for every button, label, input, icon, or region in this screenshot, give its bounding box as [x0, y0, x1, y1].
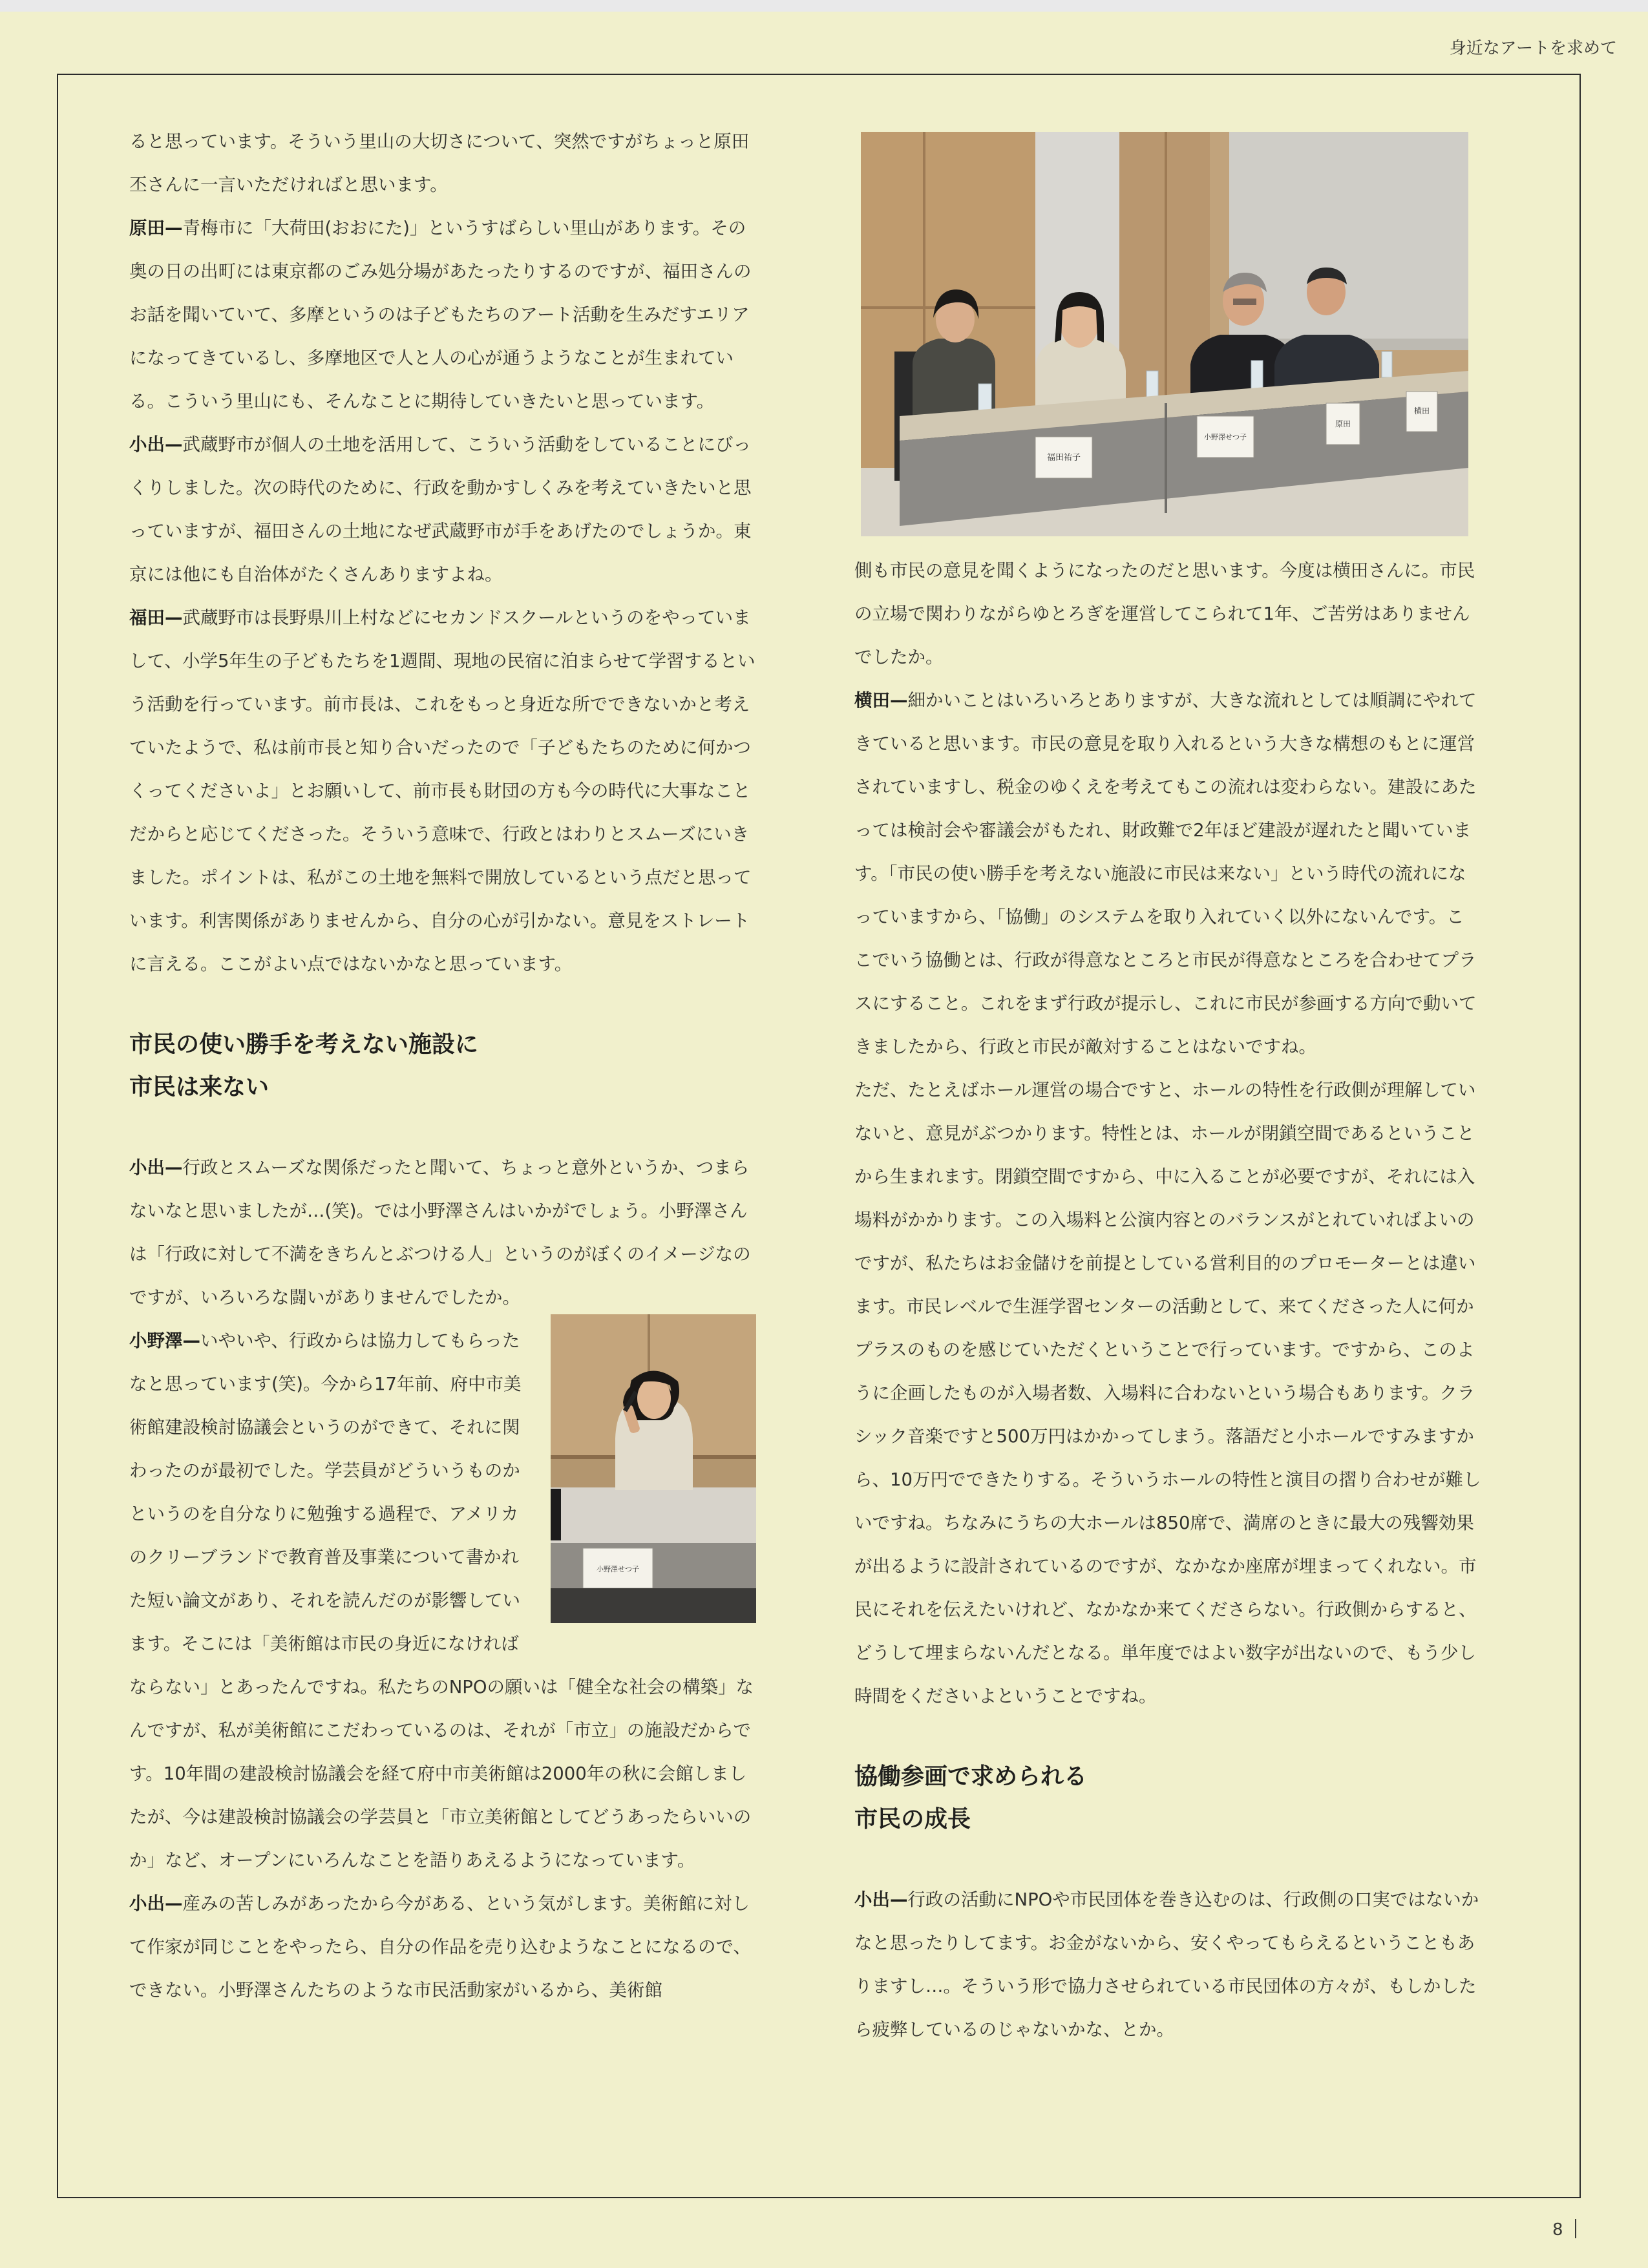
paragraph	[854, 1878, 1481, 2052]
name-placard: 横田	[1413, 406, 1430, 415]
paragraph: ただ、たとえばホール運営の場合ですと、ホールの特性を行政側が理解していないと、意見がぶつかります。特性とは、ホールが閉鎖空間であるということから生まれます。閉鎖空間ですから、中に入ることが必要ですが、それには入場料がかかります。この入場料と公演内容とのバランスがとれていればよいのですが、私たちはお金儲けを前提としている営利目的のプロモーターとは違います。市民レベルで生涯学習センターの活動として、来てくださった人に何かプラスのものを感じていただくということで行っています。ですから、このように企画したものが入場者数、入場料に合わないという場合もあります。クラシック音楽ですと500万円はかかってしまう。落語だと小ホールですみますから、10万円でできたりする。そういうホールの特性と演目の摺り合わせが難しいですね。ちなみにうちの大ホールは850席で、満席のときに最大の残響効果が出るように設計されているのですが、なかなか座席が埋まってくれない。市民にそれを伝えたいけれど、なかなか来てくださらない。行政側からすると、どうして埋まらないんだとなる。単年度ではよい数字が出ないので、もう少し時間をくださいよということですね。	[854, 1080, 1481, 1706]
name-placard: 小野澤せつ子	[1204, 433, 1247, 441]
section-heading	[129, 1024, 756, 1109]
paragraph	[129, 596, 756, 986]
paragraph: ると思っています。そういう里山の大切さについて、突然ですがちょっと原田丕さんに一言いただければと思います。	[129, 131, 750, 195]
heading-line: 市民の成長	[854, 1806, 971, 1832]
page-number: 8	[1552, 2220, 1563, 2240]
paragraph-text: 細かいことはいろいろとありますが、大きな流れとしては順調にやれてきていると思います。市民の意見を取り入れるという大きな構想のもとに運営されていますし、税金のゆくえを考えてもこの流れは変わらない。建設にあたっては検討会や審議会がもたれ、財政難で2年ほど建設が遅れたと聞いています。「市民の使い勝手を考えない施設に市民は来ない」という時代の流れになっていますから、「協働」のシステムを取り入れていく以外にないんです。ここでいう協働とは、行政が得意なところと市民が得意なところを合わせてプラスにすること。これをまず行政が提示し、これに市民が参画する方向で動いてきましたから、行政と市民が敵対することはないですね。	[854, 690, 1477, 1057]
heading-line: 協働参画で求められる	[854, 1763, 1088, 1790]
spacer	[854, 1718, 1481, 1756]
paragraph	[129, 1319, 756, 1882]
spacer	[854, 1841, 1481, 1878]
paragraph: 側も市民の意見を聞くようになったのだと思います。今度は横田さんに。市民の立場で関わりながらゆとろぎを運営してこられて1年、ご苦労はありませんでしたか。	[854, 560, 1475, 667]
paragraph-text: 武蔵野市が個人の土地を活用して、こういう活動をしていることにびっくりしました。次の時代のために、行政を動かすしくみを考えていきたいと思っていますが、福田さんの土地になぜ武蔵野市が手をあげたのでしょうか。東京には他にも自治体がたくさんありますよね。	[129, 434, 752, 585]
panel-discussion-photo	[861, 132, 1468, 536]
speaker-photo	[551, 1314, 756, 1623]
right-column	[854, 549, 1481, 2052]
speaker-name: 小野澤—	[129, 1330, 200, 1351]
spacer	[129, 986, 756, 1024]
paragraph-text: 産みの苦しみがあったから今がある、という気がします。美術館に対して作家が同じことをやったら、自分の作品を売り込むようなことになるので、できない。小野澤さんたちのような市民活動家がいるから、美術館	[129, 1893, 751, 2000]
paragraph-text: 行政の活動にNPOや市民団体を巻き込むのは、行政側の口実ではないかなと思ったりしてます。お金がないから、安くやってもらえるということもありますし…。そういう形で協力させられている市民団体の方々が、もしかしたら疲弊しているのじゃないかな、とか。	[854, 1889, 1479, 2040]
speaker-name: 小出—	[129, 1157, 183, 1178]
heading-line: 市民の使い勝手を考えない施設に	[129, 1031, 479, 1058]
name-placard: 小野澤せつ子	[597, 1565, 639, 1573]
speaker-name: 小出—	[129, 1893, 183, 1914]
paragraph-text: 武蔵野市は長野県川上村などにセカンドスクールというのをやっていまして、小学5年生の子どもたちを1週間、現地の民宿に泊まらせて学習するという活動を行っています。前市長は、これをもっと身近な所でできないかと考えていたようで、私は前市長と知り合いだったので「子どもたちのために何かつくってくださいよ」とお願いして、前市長も財団の方も今の時代に大事なことだからと応じてくださった。そういう意味で、行政とはわりとスムーズにいきました。ポイントは、私がこの土地を無料で開放しているという点だと思っています。利害関係がありませんから、自分の心が引かない。意見をストレートに言える。ここがよい点ではないかなと思っています。	[129, 607, 755, 974]
paragraph	[129, 1146, 756, 1319]
paragraph	[129, 423, 756, 596]
paragraph	[854, 679, 1481, 1069]
speaker-name: 横田—	[854, 690, 908, 711]
speaker-name: 福田—	[129, 607, 183, 628]
scan-top-edge	[0, 0, 1648, 12]
paragraph-text: 行政とスムーズな関係だったと聞いて、ちょっと意外というか、つまらないなと思いましたが…(笑)。では小野澤さんはいかがでしょう。小野澤さんは「行政に対して不満をきちんとぶつける人」というのがぼくのイメージなのですが、いろいろな闘いがありませんでしたか。	[129, 1157, 751, 1308]
speaker-name: 小出—	[854, 1889, 908, 1910]
paragraph-text: 青梅市に「大荷田(おおにた)」というすばらしい里山があります。その奥の日の出町には東京都のごみ処分場があたったりするのですが、福田さんのお話を聞いていて、多摩というのは子どもたちのアート活動を生みだすエリアになってきているし、多摩地区で人と人の心が通うようなことが生まれている。こういう里山にも、そんなことに期待していきたいと思っています。	[129, 218, 752, 412]
spacer	[129, 1109, 756, 1146]
section-heading	[854, 1756, 1481, 1841]
running-header: 身近なアートを求めて	[1449, 39, 1617, 58]
speaker-name: 小出—	[129, 434, 183, 455]
name-placard: 福田祐子	[1046, 453, 1081, 463]
paragraph	[129, 207, 756, 423]
left-column	[129, 120, 756, 2012]
name-placard: 原田	[1335, 419, 1351, 428]
paragraph-text: いやいや、行政からは協力してもらったなと思っています(笑)。今から17年前、府中市美術館建設検討協議会というのができて、それに関わったのが最初でした。学芸員がどういうものかというのを自分なりに勉強する過程で、アメリカのクリーブランドで教育普及事業について書かれた短い論文があり、それを読んだのが影響しています。そこには「美術館は市民の身近になければならない」とあったんですね。私たちのNPOの願いは「健全な社会の構築」なんですが、私が美術館にこだわっているのは、それが「市立」の施設だからです。10年間の建設検討協議会を経て府中市美術館は2000年の秋に会館しましたが、今は建設検討協議会の学芸員と「市立美術館としてどうあったらいいのか」など、オープンにいろんなことを語りあえるようになっています。	[129, 1330, 754, 1871]
paragraph	[129, 1882, 756, 2012]
speaker-name: 原田—	[129, 218, 183, 238]
heading-line: 市民は来ない	[129, 1074, 269, 1100]
page-number-divider	[1575, 2219, 1576, 2238]
